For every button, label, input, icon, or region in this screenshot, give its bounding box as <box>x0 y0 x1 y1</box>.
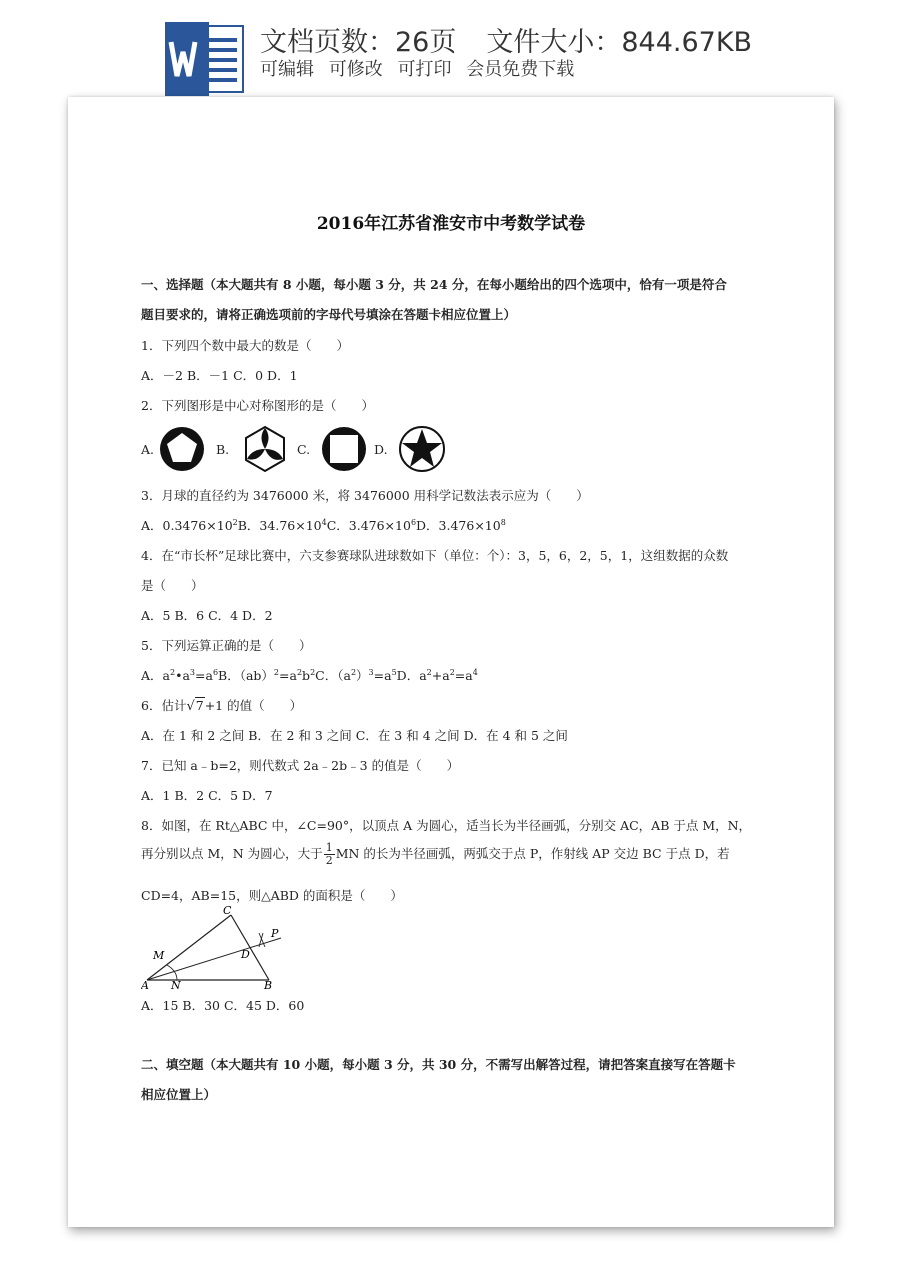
label-m: M <box>153 949 165 962</box>
q2-label-b: B. <box>216 442 230 457</box>
label-b: B <box>264 979 273 990</box>
q5-stem: 5．下列运算正确的是（ ） <box>141 638 312 653</box>
file-size: 文件大小：844.67KB <box>486 27 753 58</box>
q6-stem: 6．估计√7+1 的值（ ） <box>141 698 303 714</box>
q6-radicand: 7 <box>195 698 204 713</box>
q5-options: A．$a^2•a^3=a^6B$．$(ab)^2=a^2b^2C$．$(a^2)^3=a^5D$．$a^2+a^2=a^4$ <box>141 668 478 683</box>
feature-list <box>260 55 583 81</box>
doc-info-line <box>260 20 752 59</box>
feature-printable: 可打印 <box>397 59 452 80</box>
label-n: N <box>171 979 181 990</box>
q8-stem-line3: CD=4，AB=15，则△ABD 的面积是（ ） <box>141 888 403 903</box>
feature-editable: 可编辑 <box>260 59 314 80</box>
label-d: D <box>241 948 250 961</box>
q7-stem: 7．已知 a﹣b=2，则代数式 2a﹣2b﹣3 的值是（ ） <box>141 758 460 773</box>
q1-options: A．－2 B．－1 C．0 D．1 <box>141 368 298 383</box>
q2-stem: 2．下列图形是中心对称图形的是（ ） <box>141 398 374 413</box>
label-c: C <box>223 905 232 917</box>
pentagon-in-circle-icon <box>158 425 206 473</box>
q8-stem-line1: 8．如图，在 Rt△ABC 中，∠C=90°，以顶点 A 为圆心，适当长为半径画弧，分别交 AC，AB 于点 M，N， <box>141 818 752 833</box>
section1-heading-line1: 一、选择题（本大题共有 8 小题，每小题 3 分，共 24 分，在每小题给出的四个选项中，恰有一项是符合 <box>141 277 727 292</box>
q7-options: A．1 B．2 C．5 D．7 <box>141 788 273 803</box>
exam-title: 2016年江苏省淮安市中考数学试卷 <box>316 214 586 234</box>
three-petal-hexagon-icon <box>241 425 289 473</box>
section2-heading-line1: 二、填空题（本大题共有 10 小题，每小题 3 分，共 30 分，不需写出解答过程，请把答案直接写在答题卡 <box>141 1057 736 1072</box>
q4-options: A．5 B．6 C．4 D．2 <box>141 608 273 623</box>
one-half-fraction: $\frac{1}{2}$ <box>325 841 333 867</box>
q8-stem-line2: 再分别以点 M，N 为圆心，大于 $\frac{1}{2}$ MN 的长为半径画弧，两弧交于点 P，作射线 AP 交边 BC 于点 D，若 <box>141 841 730 867</box>
document-page <box>68 97 834 1227</box>
label-a: A <box>141 979 149 990</box>
q2-label-c: C. <box>297 442 311 457</box>
q2-label-d: D. <box>374 442 388 457</box>
q4-stem-line1: 4．在“市长杯”足球比赛中，六支参赛球队进球数如下（单位：个）：3，5，6，2，5，1，这组数据的众数 <box>141 548 729 563</box>
download-header <box>0 0 900 100</box>
q8-triangle-figure <box>141 905 286 990</box>
feature-modifiable: 可修改 <box>328 59 383 80</box>
label-p: P <box>271 927 279 940</box>
q1-stem: 1．下列四个数中最大的数是（ ） <box>141 338 349 353</box>
page-count: 文档页数：26页 <box>260 27 457 58</box>
section1-heading-line2: 题目要求的，请将正确选项前的字母代号填涂在答题卡相应位置上） <box>141 307 517 322</box>
q3-options: A．$0.3476\times 10^2B$．$34.76\times 10^4C$．$3.476\times 10^6D$．$3.476\times 10^8$ <box>141 518 506 533</box>
star-in-circle-icon <box>398 425 446 473</box>
q4-stem-line2: 是（ ） <box>141 578 204 593</box>
q6-options: A．在 1 和 2 之间 B．在 2 和 3 之间 C．在 3 和 4 之间 D．在 4 和 5 之间 <box>141 728 568 743</box>
q2-label-a: A. <box>141 442 155 457</box>
q3-stem: 3．月球的直径约为 3476000 米，将 3476000 用科学记数法表示应为（ ） <box>141 488 589 503</box>
feature-member-download: 会员免费下载 <box>466 59 575 80</box>
q8-options: A．15 B．30 C．45 D．60 <box>141 998 305 1013</box>
word-document-icon <box>165 22 245 96</box>
section2-heading-line2: 相应位置上） <box>141 1087 217 1102</box>
square-in-circle-icon <box>320 425 368 473</box>
